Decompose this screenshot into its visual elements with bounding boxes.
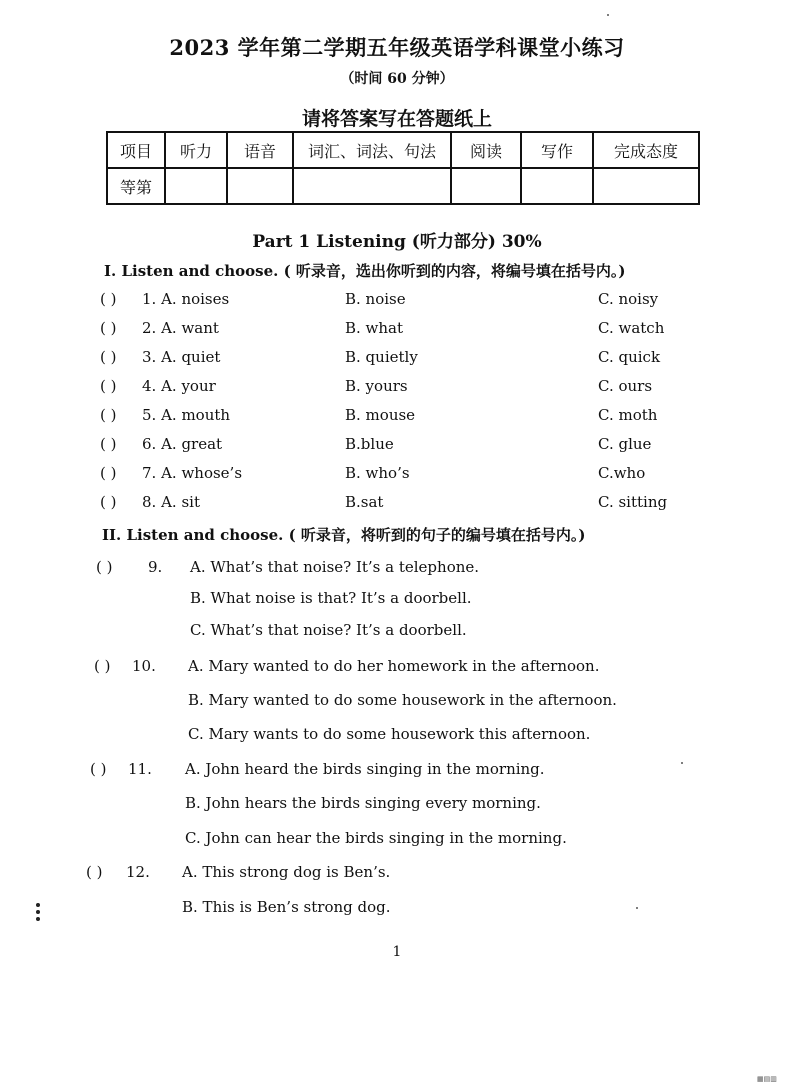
grade-cell-listening[interactable] <box>165 168 227 204</box>
option-a: 6. A. great <box>142 435 223 453</box>
question-9-label <box>96 558 196 582</box>
grade-cell-phonetics[interactable] <box>227 168 293 204</box>
answer-blank[interactable]: ( ) <box>90 760 107 778</box>
question-number: 9. <box>148 558 163 576</box>
sentence-option: C. Mary wants to do some housework this afternoon. <box>188 725 591 743</box>
answer-blank[interactable]: ( ) <box>100 493 117 511</box>
answer-instruction: 请将答案写在答题纸上 <box>301 108 492 130</box>
option-a: 4. A. your <box>142 377 216 395</box>
option-b: B. what <box>345 319 404 337</box>
margin-dots-icon <box>36 903 42 924</box>
sentence-option: B. Mary wanted to do some housework in the afternoon. <box>188 691 617 709</box>
question-10-label <box>94 657 194 681</box>
sentence-option: A. What’s that noise? It’s a telephone. <box>190 558 480 576</box>
option-c: C. moth <box>598 406 658 424</box>
question-12-label <box>86 863 186 887</box>
option-c: C. sitting <box>598 493 668 511</box>
option-a: 2. A. want <box>142 319 219 337</box>
sentence-option: B. What noise is that? It’s a doorbell. <box>190 589 472 607</box>
answer-blank[interactable]: ( ) <box>100 435 117 453</box>
watermark-logo-icon: ▦▤▥ <box>757 1075 777 1083</box>
scan-speck <box>607 14 609 16</box>
option-b: B.sat <box>345 493 384 511</box>
grade-table-header-row <box>107 132 699 168</box>
grade-header-cell: 阅读 <box>451 132 521 168</box>
question-row <box>100 435 700 459</box>
option-b: B. who’s <box>345 464 410 482</box>
answer-blank[interactable]: ( ) <box>100 290 117 308</box>
section1-heading: I. Listen and choose. ( 听录音，选出你听到的内容，将编号填在括号内。) <box>104 262 626 280</box>
option-a: 7. A. whose’s <box>142 464 243 482</box>
scan-speck <box>636 907 638 909</box>
question-row <box>100 493 700 517</box>
grade-header-cell: 词汇、词法、句法 <box>293 132 451 168</box>
option-c: C. noisy <box>598 290 659 308</box>
grade-cell-writing[interactable] <box>521 168 593 204</box>
answer-blank[interactable]: ( ) <box>100 377 117 395</box>
question-number: 10. <box>132 657 156 675</box>
option-c: C. watch <box>598 319 665 337</box>
sentence-option: C. John can hear the birds singing in the morning. <box>185 829 567 847</box>
question-row <box>100 377 700 401</box>
question-11-label <box>90 760 190 784</box>
sentence-option: B. John hears the birds singing every morning. <box>185 794 541 812</box>
option-a: 1. A. noises <box>142 290 230 308</box>
grade-header-cell: 写作 <box>521 132 593 168</box>
answer-blank[interactable]: ( ) <box>100 348 117 366</box>
option-b: B. noise <box>345 290 406 308</box>
answer-blank[interactable]: ( ) <box>86 863 103 881</box>
grade-cell-vocab-grammar[interactable] <box>293 168 451 204</box>
grade-header-cell: 完成态度 <box>593 132 699 168</box>
option-c: C. glue <box>598 435 652 453</box>
grade-cell-attitude[interactable] <box>593 168 699 204</box>
option-c: C.who <box>598 464 646 482</box>
grade-row-label: 等第 <box>107 168 165 204</box>
option-a: 5. A. mouth <box>142 406 231 424</box>
question-row <box>100 348 700 372</box>
sentence-option: B. This is Ben’s strong dog. <box>182 898 391 916</box>
answer-blank[interactable]: ( ) <box>94 657 111 675</box>
option-c: C. quick <box>598 348 661 366</box>
option-b: B. yours <box>345 377 408 395</box>
answer-blank[interactable]: ( ) <box>100 464 117 482</box>
sentence-option: A. John heard the birds singing in the morning. <box>185 760 545 778</box>
question-row <box>100 319 700 343</box>
option-b: B.blue <box>345 435 394 453</box>
part1-title: Part 1 Listening (听力部分) 30% <box>252 232 542 252</box>
grade-table-grade-row <box>107 168 699 204</box>
grade-header-cell: 听力 <box>165 132 227 168</box>
answer-blank[interactable]: ( ) <box>96 558 113 576</box>
question-row <box>100 464 700 488</box>
grade-table <box>106 131 700 205</box>
option-a: 8. A. sit <box>142 493 200 511</box>
section2-heading: II. Listen and choose. ( 听录音，将听到的句子的编号填在括号内。) <box>102 526 586 544</box>
question-row <box>100 406 700 430</box>
grade-cell-reading[interactable] <box>451 168 521 204</box>
page-number: 1 <box>392 944 402 960</box>
answer-blank[interactable]: ( ) <box>100 406 117 424</box>
grade-header-cell: 项目 <box>107 132 165 168</box>
time-note: （时间 60 分钟） <box>340 71 454 87</box>
option-a: 3. A. quiet <box>142 348 221 366</box>
question-row <box>100 290 700 314</box>
option-c: C. ours <box>598 377 653 395</box>
question-number: 12. <box>126 863 150 881</box>
sentence-option: C. What’s that noise? It’s a doorbell. <box>190 621 467 639</box>
exam-title: 2023 学年第二学期五年级英语学科课堂小练习 <box>169 35 625 60</box>
answer-blank[interactable]: ( ) <box>100 319 117 337</box>
question-number: 11. <box>128 760 152 778</box>
option-b: B. mouse <box>345 406 416 424</box>
sentence-option: A. Mary wanted to do her homework in the afternoon. <box>188 657 600 675</box>
grade-header-cell: 语音 <box>227 132 293 168</box>
scan-speck <box>681 762 683 764</box>
option-b: B. quietly <box>345 348 418 366</box>
sentence-option: A. This strong dog is Ben’s. <box>182 863 391 881</box>
